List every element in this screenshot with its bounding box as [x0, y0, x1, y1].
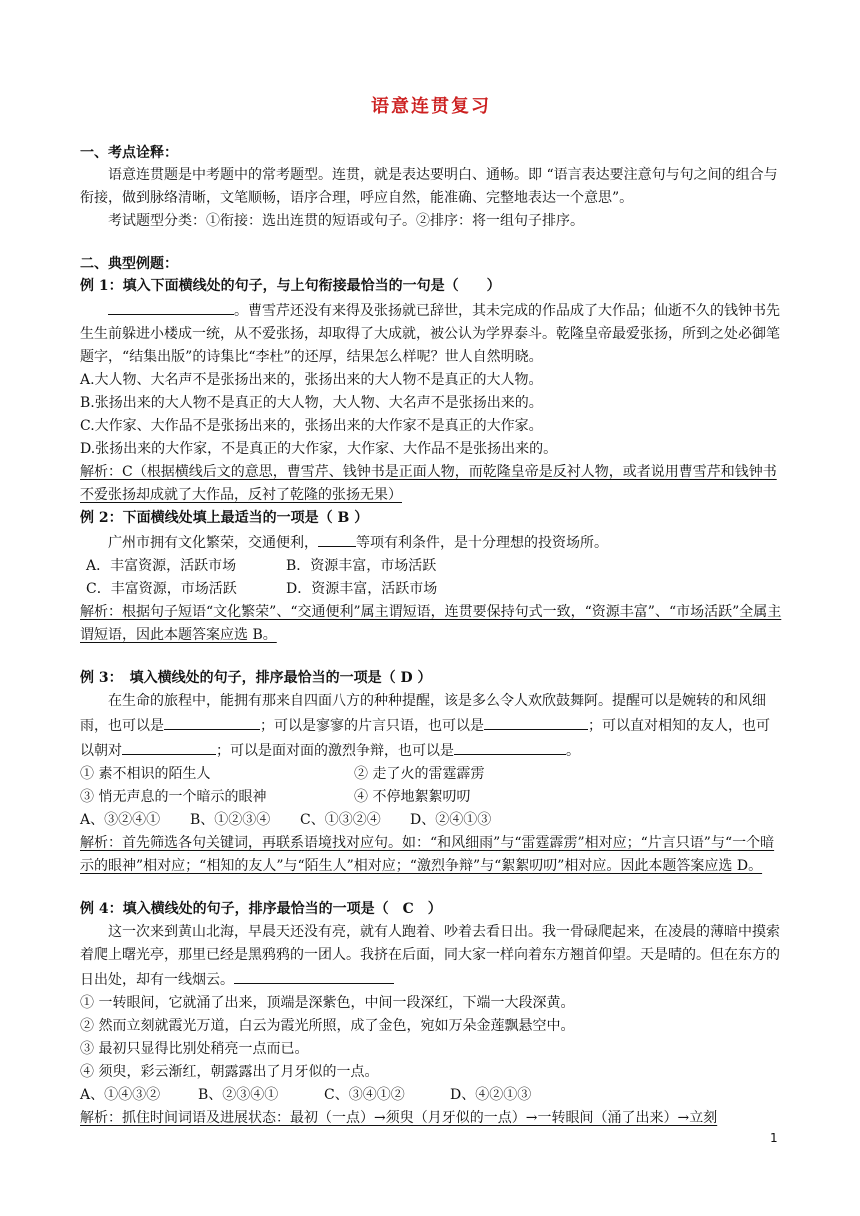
example-2-options-row-2	[80, 578, 782, 601]
example-4-passage	[80, 921, 782, 992]
section-1-paragraph-1: 语意连贯题是中考题中的常考题型。连贯，就是表达要明白、通畅。即 “语言表达要注意句与句之间的组合与衔接，做到脉络清晰，文笔顺畅，语序合理，呼应自然，能准确、完整地表达一个意思”。	[80, 167, 778, 206]
example-3-choice-c: C、①③②④	[300, 812, 381, 828]
example-4-text: 这一次来到黄山北海，早晨天还没有亮，就有人跑着、吵着去看日出。我一骨碌爬起来，在凌晨的薄暗中摸索着爬上曙光亭，那里已经是黑鸦鸦的一团人。我挤在后面，同大家一样向着东方翘首仰望。天是晴的。但在东方的日出处，却有一线烟云。	[80, 924, 780, 988]
example-3-options-row-1	[80, 763, 782, 786]
example-1-passage-text: 。曹雪芹还没有来得及张扬就已辞世，其未完成的作品成了大作品；仙逝不久的钱钟书先生生前躲进小楼成一统，从不爱张扬，却取得了大成就，被公认为学界泰斗。乾隆皇帝最爱张扬，所到之处必御笔题字，“结集出版”的诗集比“李杜”的还厚，结果怎么样呢？世人自然明晓。	[80, 303, 780, 365]
example-1-option-b: B.张扬出来的大人物不是真正的大人物，大人物、大名声不是张扬出来的。	[80, 395, 543, 411]
example-3-choices	[80, 809, 782, 832]
example-2-analysis: 解析：根据句子短语“文化繁荣”、“交通便利”属主谓短语，连贯要保持句式一致，“资源丰富”、“市场活跃”全属主谓短语，因此本题答案应选 B。	[80, 604, 782, 643]
example-3-blank-2	[484, 713, 588, 730]
example-4-option-4: ④ 须臾，彩云渐红，朝露露出了月牙似的一点。	[80, 1064, 379, 1080]
example-2-options-row-1	[80, 555, 782, 578]
example-4-analysis: 解析：抓住时间词语及进展状态：最初（一点）→须臾（月牙似的一点）→一转眼间（涌了出来）→立刻	[80, 1110, 718, 1126]
example-1-passage	[80, 298, 782, 369]
section-1-paragraph-2: 考试题型分类：①衔接：选出连贯的短语或句子。②排序：将一组句子排序。	[108, 213, 584, 229]
example-3-option-4: ④ 不停地絮絮叨叨	[354, 789, 471, 805]
example-1-option-d: D.张扬出来的大作家，不是真正的大作家，大作家、大作品不是张扬出来的。	[80, 441, 558, 457]
example-4-option-3: ③ 最初只显得比别处稍亮一点而已。	[80, 1041, 309, 1057]
example-2-option-c: C．丰富资源，市场活跃	[86, 581, 237, 597]
example-3-choice-b: B、①②③④	[190, 812, 271, 828]
example-3-option-2: ② 走了火的雷霆霹雳	[354, 766, 485, 782]
example-4-blank	[234, 967, 394, 984]
example-1-blank	[108, 298, 234, 315]
example-3-text-4: ；可以是面对面的激烈争辩，也可以是	[216, 743, 454, 759]
example-1-option-a: A.大人物、大名声不是张扬出来的，张扬出来的大人物不是真正的大人物。	[80, 372, 543, 388]
section-1-heading: 一、考点诠释：	[80, 145, 178, 161]
example-3-passage	[80, 690, 782, 763]
example-2-blank	[318, 530, 356, 547]
example-2-question: 例 2：下面横线处填上最适当的一项是（ B ）	[80, 510, 369, 526]
example-3-text-2: ；可以是寥寥的片言只语，也可以是	[260, 718, 484, 734]
page-number: 1	[770, 1131, 778, 1145]
example-3-option-1: ① 素不相识的陌生人	[80, 766, 211, 782]
example-3-choice-a: A、③②④①	[80, 812, 161, 828]
example-2-passage	[80, 530, 782, 555]
example-3-options-row-2	[80, 786, 782, 809]
example-1-option-c: C.大作家、大作品不是张扬出来的，张扬出来的大作家不是真正的大作家。	[80, 418, 543, 434]
example-4-choice-b: B、②③④①	[198, 1087, 279, 1103]
example-3-analysis: 解析：首先筛选各句关键词，再联系语境找对应句。如：“和风细雨”与“雷霆霹雳”相对应；“片言只语”与“一个暗示的眼神”相对应；“相知的友人”与“陌生人”相对应；“激烈争辩”与“絮絮叨叨”相对应。因此本题答案应选 D。	[80, 835, 775, 874]
example-3-text-1: 在生命的旅程中，能拥有那来自四面八方的种种提醒，该是多么令人欢欣鼓舞阿。提醒可以是婉转的和风细雨，也可以是	[80, 693, 766, 734]
example-4-choices	[80, 1084, 782, 1107]
example-4-choice-d: D、④②①③	[450, 1087, 532, 1103]
example-1-question: 例 1：填入下面横线处的句子，与上句衔接最恰当的一句是（ ）	[80, 278, 501, 294]
example-4-choice-a: A、①④③②	[80, 1087, 161, 1103]
section-2-heading: 二、典型例题：	[80, 256, 178, 272]
example-3-text-5: 。	[566, 743, 580, 759]
example-2-text-b: 等项有利条件，是十分理想的投资场所。	[356, 535, 608, 551]
example-2-option-a: A．丰富资源，活跃市场	[86, 558, 237, 574]
example-3-choice-d: D、②④①③	[410, 812, 492, 828]
example-2-text-a: 广州市拥有文化繁荣，交通便利，	[108, 535, 318, 551]
document-title: 语意连贯复习	[371, 96, 491, 117]
example-3-blank-1	[164, 713, 260, 730]
example-4-question: 例 4：填入横线处的句子，排序最恰当的一项是（ C ）	[80, 901, 442, 917]
example-4-choice-c: C、③④①②	[324, 1087, 405, 1103]
example-2-option-b: B．资源丰富，市场活跃	[286, 558, 437, 574]
example-1-analysis: 解析：C（根据横线后文的意思，曹雪芹、钱钟书是正面人物，而乾隆皇帝是反衬人物，或者说用曹雪芹和钱钟书不爱张扬却成就了大作品，反衬了乾隆的张扬无果）	[80, 464, 777, 503]
example-3-question: 例 3： 填入横线处的句子，排序最恰当的一项是（ D ）	[80, 670, 432, 686]
example-3-blank-4	[454, 738, 566, 755]
example-4-option-2: ② 然而立刻就霞光万道，白云为霞光所照，成了金色，宛如万朵金莲飘悬空中。	[80, 1018, 575, 1034]
example-4-option-1: ① 一转眼间，它就涌了出来，顶端是深紫色，中间一段深红，下端一大段深黄。	[80, 995, 575, 1011]
example-3-blank-3	[122, 738, 216, 755]
example-3-text-3: ；可以直对相知的友人，也可以朝对	[80, 718, 770, 759]
example-3-option-3: ③ 悄无声息的一个暗示的眼神	[80, 789, 267, 805]
example-2-option-d: D．资源丰富，活跃市场	[286, 581, 438, 597]
